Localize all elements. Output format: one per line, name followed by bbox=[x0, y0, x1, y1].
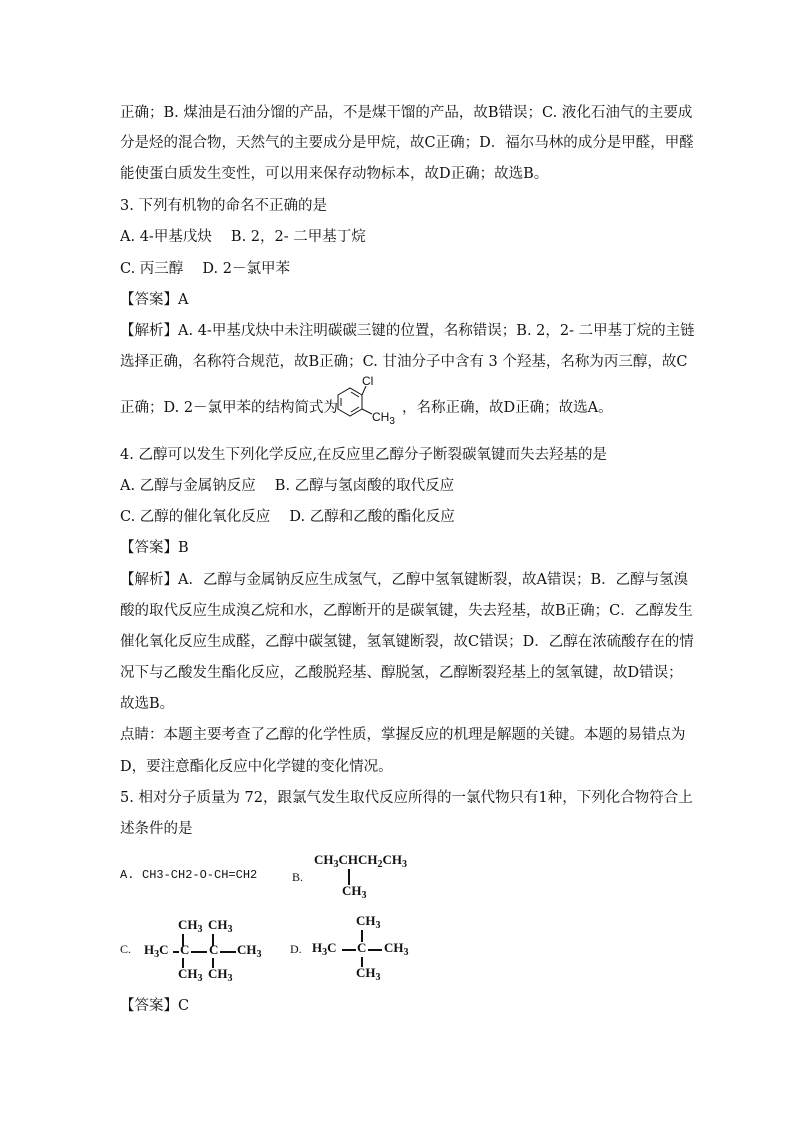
question-3-options-cd: C. 丙三醇 D. 2－氯甲苯 bbox=[120, 261, 290, 277]
text-line-2: 分是烃的混合物，天然气的主要成分是甲烷，故C正确；D．福尔马林的成分是甲醛，甲醛 bbox=[120, 135, 694, 151]
question-4-options-cd: C. 乙醇的催化氧化反应 D. 乙醇和乙酸的酯化反应 bbox=[120, 509, 455, 525]
analysis-3-line-3b: ，名称正确，故D正确；故选A。 bbox=[402, 400, 613, 416]
chlorine-label: Cl bbox=[362, 374, 374, 388]
analysis-4-line-2: 酸的取代反应生成溴乙烷和水，乙醇断开的是碳氧键，失去羟基，故B正确；C．乙醇发生 bbox=[120, 603, 693, 619]
option-d-structure: D. $CH_3$ $H_3C$ C $CH_3$ $CH_3$ bbox=[290, 913, 409, 983]
analysis-4-line-1: 【解析】A．乙醇与金属钠反应生成氢气，乙醇中氢氧键断裂，故A错误；B．乙醇与氢溴 bbox=[120, 572, 689, 588]
answer-4: 【答案】B bbox=[120, 540, 189, 556]
analysis-4-line-3: 催化氧化反应生成醛，乙醇中碳氢键，氢氧键断裂，故C错误；D．乙醇在浓硫酸存在的情 bbox=[120, 634, 694, 650]
question-4-stem: 4. 乙醇可以发生下列化学反应,在反应里乙醇分子断裂碳氧键而失去羟基的是 bbox=[120, 447, 608, 463]
option-b-structure: B. $CH_3CHCH_2CH_3$ $CH_3$ bbox=[292, 852, 407, 901]
analysis-3-line-1: 【解析】A. 4-甲基戊炔中未注明碳碳三键的位置，名称错误；B. 2，2- 二甲基丁烷的主链 bbox=[120, 323, 695, 339]
answer-5: 【答案】C bbox=[120, 998, 190, 1014]
question-5-stem-line-2: 述条件的是 bbox=[120, 821, 193, 837]
analysis-3-line-2: 选择正确，名称符合规范，故B正确；C. 甘油分子中含有 3 个羟基，名称为丙三醇，故C bbox=[120, 354, 688, 370]
question-3-stem: 3. 下列有机物的命名不正确的是 bbox=[120, 198, 327, 214]
text-line-1: 正确；B. 煤油是石油分馏的产品，不是煤干馏的产品，故B错误；C. 液化石油气的主要成 bbox=[120, 105, 693, 121]
chlorotoluene-structure bbox=[324, 376, 404, 426]
note-line-2: D，要注意酯化反应中化学键的变化情况。 bbox=[120, 759, 393, 775]
question-4-options-ab: A. 乙醇与金属钠反应 B. 乙醇与氢卤酸的取代反应 bbox=[120, 478, 455, 494]
question-5-stem-line-1: 5. 相对分子质量为 72，跟氯气发生取代反应所得的一氯代物只有1种，下列化合物符合上 bbox=[120, 790, 693, 806]
analysis-3-line-3a: 正确；D. 2－氯甲苯的结构简式为 bbox=[120, 400, 339, 416]
methyl-label: $CH_3$ bbox=[372, 410, 395, 427]
analysis-4-line-5: 故选B。 bbox=[120, 696, 175, 712]
answer-3: 【答案】A bbox=[120, 292, 189, 308]
note-line-1: 点睛：本题主要考查了乙醇的化学性质，掌握反应的机理是解题的关键。本题的易错点为 bbox=[120, 727, 686, 743]
analysis-4-line-4: 况下与乙酸发生酯化反应，乙酸脱羟基、醇脱氢，乙醇断裂羟基上的氢氧键，故D错误； bbox=[120, 665, 683, 681]
question-3-options-ab: A. 4-甲基戊炔 B. 2，2- 二甲基丁烷 bbox=[120, 229, 366, 245]
option-c-structure: C. $CH_3$ $CH_3$ $H_3C$ C C $CH_3$ $CH_3$ $CH_3$ bbox=[120, 917, 262, 984]
text-line-3: 能使蛋白质发生变性，可以用来保存动物标本，故D正确；故选B。 bbox=[120, 166, 549, 182]
